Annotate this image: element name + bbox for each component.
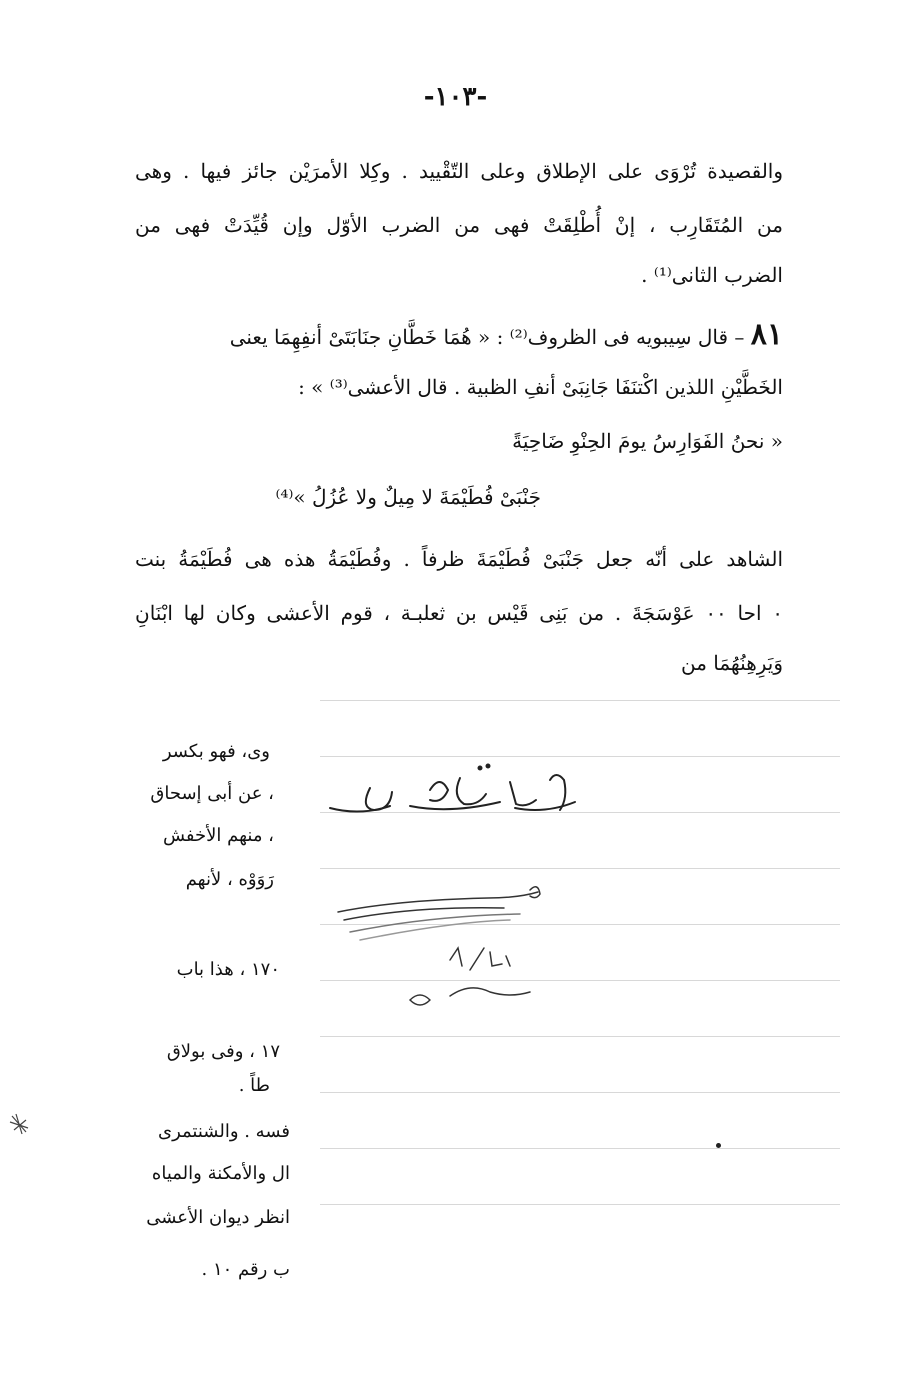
footnote-fragment-4: رَوَوْه ، لأنهم [185,869,274,890]
ink-dot [716,1143,721,1148]
footnote-fragment-8: فسه . والشنتمرى [157,1121,290,1142]
section-number: ٨١ [750,317,783,352]
footnote-fragment-1: وى، فهو بكسر [162,741,270,762]
text-line-1: والقصيدة تُرْوَى على الإطلاق وعلى التّقْييد . وكِلا الأمرَيْن جائز فيها . وهى [135,159,783,183]
footnote-fragment-11: ب رقم ١٠ . [201,1259,290,1280]
signature-mark [330,880,570,1020]
footnote-fragment-9: ال والأمكنة والمياه [151,1163,290,1184]
handwritten-note [310,760,810,850]
footnote-fragment-6: ١٧ ، وفى بولاق [166,1041,280,1062]
footnote-fragment-2: ، عن أبى إسحاق [150,783,274,804]
verse-second-hemistich: جَنْبَىْ فُطَيْمَةَ لا مِيلٌ ولا عُزُلُ »⁽⁴⁾ [275,485,541,509]
footnote-fragment-10: انظر ديوان الأعشى [146,1207,290,1228]
page-number: -١٠٣- [423,82,488,112]
section-text-1: – قال سِيبويه فى الظروف⁽²⁾ : « هُمَا خَطَّانِ جنَابَتَىْ أنفِهِمَا يعنى [229,325,745,349]
scan-speck [6,1110,36,1140]
commentary-line-2: ٠ احا ٠٠ عَوْسَجَةَ . من بَنِى قَيْس بن ثعلبـة ، قوم الأعشى وكان لها ابْنَانِ [135,601,783,625]
commentary-line-1: الشاهد على أنّه جعل جَنْبَىْ فُطَيْمَةَ ظرفاً . وفُطَيْمَةُ هذه هى فُطَيْمَةُ بنت [135,547,783,571]
footnote-fragment-7: طاً . [238,1075,270,1096]
footnote-fragment-5: ١٧٠ ، هذا باب [176,959,280,980]
section-81-line-2: الخَطَّيْنِ اللذين اكْتنَفَا جَانِبَىْ أنفِ الظبية . قال الأعشى⁽³⁾ » : [298,375,783,399]
section-81-line-1 [229,317,783,352]
text-line-2: من المُتَقَارِب ، إنْ أُطْلِقَتْ فهى من الضرب الأوّل وإن قُيِّدَتْ فهى من [135,213,783,237]
text-line-3: الضرب الثانى⁽¹⁾ . [641,263,783,287]
commentary-line-3: وَيَرِهِنُهُمَا من [680,651,783,675]
verse-first-hemistich: « نحنُ الفَوَارِسُ يومَ الحِنْوِ ضَاحِيَةً [512,429,783,453]
footnote-fragment-3: ، منهم الأخفش [162,825,274,846]
